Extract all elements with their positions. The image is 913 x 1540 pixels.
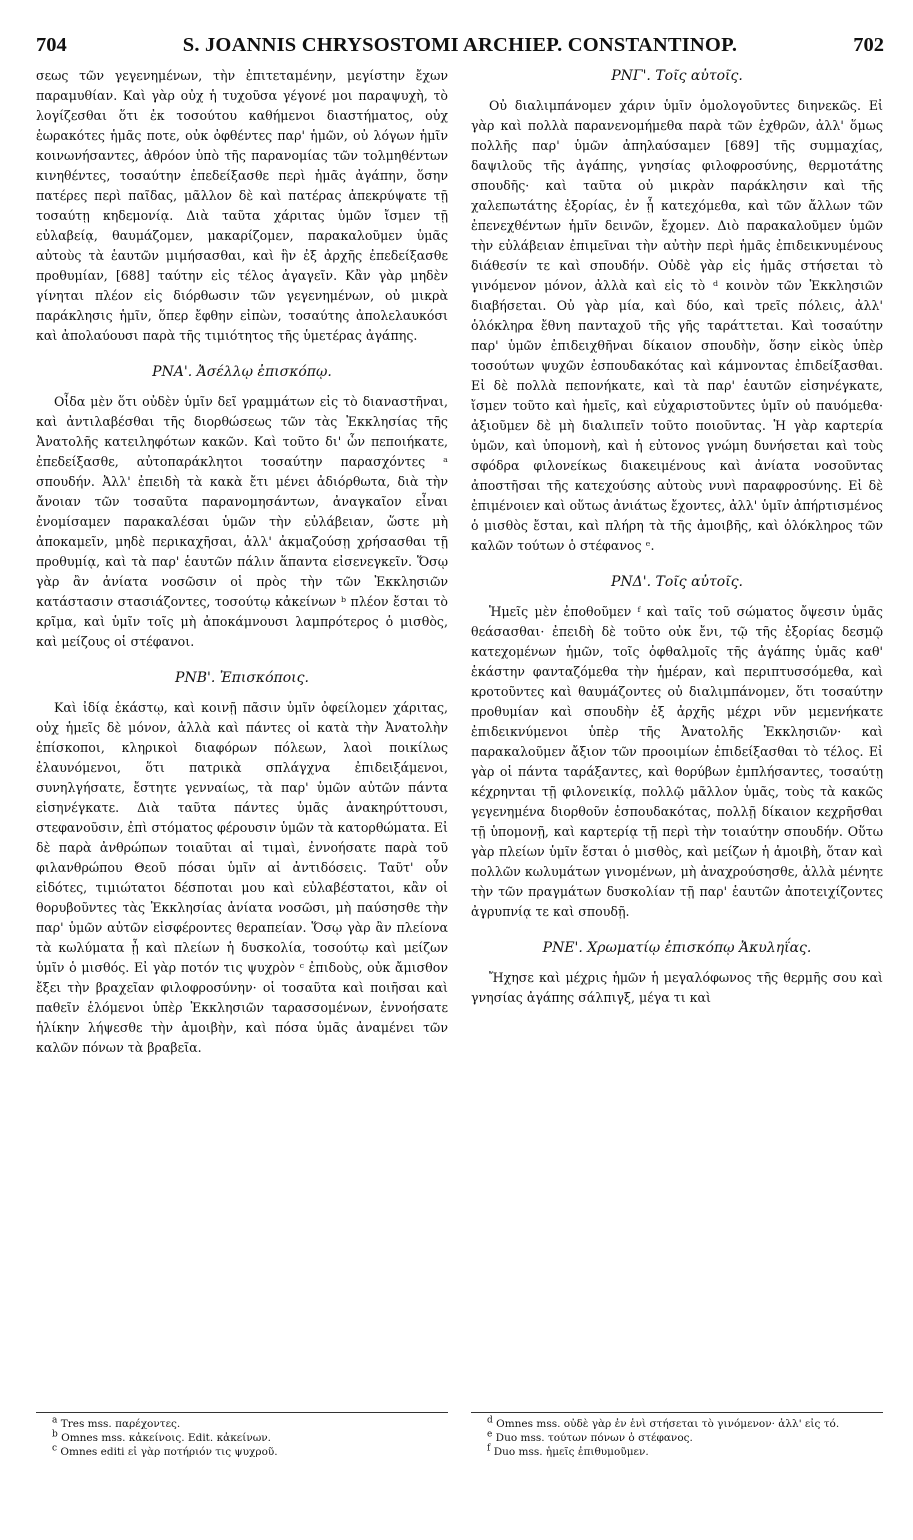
footnote-text: Omnes editi εἰ γὰρ ποτήριόν τις ψυχροῦ. xyxy=(60,1446,278,1458)
footnote-text: Duo mss. τούτων πόνων ὁ στέφανος. xyxy=(495,1432,693,1444)
footnote-mark: a xyxy=(52,1415,58,1426)
footnote-mark: c xyxy=(52,1443,58,1454)
footnote-text: Duo mss. ἡμεῖς ἐπιθυμοῦμεν. xyxy=(493,1446,649,1458)
footnote xyxy=(36,1417,448,1431)
paragraph: Ἤχησε καὶ μέχρις ἡμῶν ἡ μεγαλόφωνος τῆς θερμῆς σου καὶ γνησίας ἀγάπης σάλπιγξ, μέγα τι καὶ xyxy=(471,970,883,1005)
paragraph: Καὶ ἰδίᾳ ἑκάστῳ, καὶ κοινῇ πᾶσιν ὑμῖν ὀφείλομεν χάριτας, οὐχ ἡμεῖς δὲ μόνον, ἀλλὰ καὶ πάντες οἱ κατὰ τὴν Ἀνατολὴν ἐπίσκοποι, κληρικοὶ διαφόρων πόλεων, λαοὶ ποικίλως ἐλαυνόμενοι, ὅτι πατρικὰ σπλάγχνα ἐπιδειξάμενοι, συνηλγήσατε, ἔστητε γενναίως, τὰ παρ' ὑμῶν αὐτῶν πάντα εἰσηνέγκατε. Διὰ ταῦτα πάντες ὑμᾶς ἀνακηρύττουσι, στεφανοῦσιν, ἐπὶ στόματος φέρουσιν ὑμῶν τὰ κατορθώματα. Εἰ δὲ παρὰ ἀνθρώπων τοιαῦται αἱ τιμαὶ, ἐννοήσατε παρὰ τοῦ φιλανθρώπου Θεοῦ πόσαι ὑμῖν αἱ ἀντιδόσεις. Ταῦτ' οὖν εἰδότες, τιμιώτατοι δέσποται μου καὶ εὐλαβέστατοι, κἂν οἱ θορυβοῦντες τὰς Ἐκκλησίας ἀνίατα νοσῶσι, μὴ παύσησθε τὴν παρ' ὑμῶν αὐτῶν εἰσφέροντες θεραπείαν. Ὅσῳ γὰρ ἂν πλείονα τὰ κωλύματα ᾖ καὶ πλείων ἡ δυσκολία, τοσούτῳ καὶ μείζων ὑμῖν ὁ μισθός. Εἰ γὰρ ποτόν τις ψυχρὸν ᶜ ἐπιδοὺς, οὐκ ἄμισθον ἔξει τὴν βραχεῖαν φιλοφροσύνην· οἱ τοσαῦτα καὶ ποιῆσαι καὶ παθεῖν ἑλόμενοι ὑπὲρ Ἐκκλησιῶν ταρασσομένων, ἐννοήσατε ἡλίκην λήψεσθε τὴν ἀμοιβὴν, καὶ πόσα ὑμᾶς ἀναμένει τῶν καλῶν πόνων τὰ βραβεῖα. xyxy=(36,700,448,1055)
footnotes-left xyxy=(36,1412,448,1459)
letter-heading: ΡΝΕ'. Χρωματίῳ ἐπισκόπῳ Ἀκυληΐας. xyxy=(542,940,812,956)
footnote-mark: d xyxy=(487,1415,493,1426)
footnote xyxy=(471,1417,883,1431)
running-title: S. JOANNIS CHRYSOSTOMI ARCHIEP. CONSTANTINOP. xyxy=(182,34,738,56)
page-number-right: 702 xyxy=(853,34,884,56)
page-number-left: 704 xyxy=(36,34,67,56)
letter-heading: ΡΝΑ'. Ἀσέλλῳ ἐπισκόπῳ. xyxy=(152,364,332,380)
letter-heading: ΡΝΒ'. Ἐπισκόποις. xyxy=(175,670,309,686)
right-column xyxy=(471,66,883,1008)
page-header xyxy=(36,34,884,58)
left-column xyxy=(36,66,448,1058)
paragraph: Ἡμεῖς μὲν ἐποθοῦμεν ᶠ καὶ ταῖς τοῦ σώματος ὄψεσιν ὑμᾶς θεάσασθαι· ἐπειδὴ δὲ τοῦτο οὐκ ἔνι, τῷ τῆς ἐξορίας δεσμῷ κατεχομένων ἡμῶν, τοῖς ὀφθαλμοῖς τῆς ἀγάπης ὑμᾶς καθ' ἑκάστην φανταζόμεθα τὴν ἡμέραν, καὶ περιπτυσσόμεθα, καὶ κροτοῦντες καὶ θαυμάζοντες οὐ διαλιμπάνομεν, ὅτι τοσαύτην προθυμίαν καὶ σπουδὴν ἐξ ἀρχῆς μέχρι νῦν μεμενήκατε ἐπιδεικνύμενοι ὑπὲρ τῆς Ἀνατολῆς Ἐκκλησιῶν· καὶ παρακαλοῦμεν ἄξιον τῶν προοιμίων ἐπιδείξασθαι τὸ τέλος. Εἰ γὰρ οἱ πάντα ταράξαντες, καὶ θορύβων ἐμπλήσαντες, τοσαύτῃ κέχρηνται τῇ φιλονεικίᾳ, πολλῷ μᾶλλον ὑμᾶς, τοὺς τὰ κακῶς γεγενημένα διορθοῦν ἐσπουδακότας, πολλῇ δίκαιον κεχρῆσθαι τῇ ὑπομονῇ, καὶ καρτερίᾳ τῇ περὶ τὴν τοιαύτην σπουδήν. Οὕτω γὰρ πλείων ὑμῖν ἔσται ὁ μισθὸς, καὶ μείζων ἡ ἀμοιβὴ, ὅταν καὶ πολλῶν κωλυμάτων γινομένων, μὴ ἀναχρούσησθε, ἀλλὰ μένητε τὴν τῶν πραγμάτων δυσκολίαν τῇ παρ' ἑαυτῶν ἀποτειχίζοντες ἀγρυπνίᾳ τε καὶ σπουδῇ. xyxy=(471,604,883,919)
letter-heading: ΡΝΓ'. Τοῖς αὐτοῖς. xyxy=(611,68,743,84)
footnote xyxy=(36,1445,448,1459)
letter-heading: ΡΝΔ'. Τοῖς αὐτοῖς. xyxy=(611,574,743,590)
footnote-mark: f xyxy=(487,1443,491,1454)
footnote xyxy=(471,1445,883,1459)
footnote-text: Omnes mss. οὐδὲ γὰρ ἐν ἑνὶ στήσεται τὸ γινόμενον· ἀλλ' εἰς τό. xyxy=(496,1418,840,1430)
footnote-mark: e xyxy=(487,1429,493,1440)
footnote xyxy=(471,1431,883,1445)
footnote-text: Omnes mss. κἀκείνοις. Edit. κἀκείνων. xyxy=(61,1432,272,1444)
paragraph: Οἶδα μὲν ὅτι οὐδὲν ὑμῖν δεῖ γραμμάτων εἰς τὸ διαναστῆναι, καὶ ἀντιλαβέσθαι τῆς διορθώσεως τῶν τὰς Ἐκκλησίας τῆς Ἀνατολῆς κατειληφότων κακῶν. Καὶ τοῦτο δι' ὧν πεποιήκατε, ἐπεδείξασθε, αὐτοπαράκλητοι τοσαύτην παρασχόντες ᵃ σπουδήν. Ἀλλ' ἐπειδὴ τὰ κακὰ ἔτι μένει ἀδιόρθωτα, διὰ τὴν ἄνοιαν τῶν τοσαῦτα παρανομησάντων, ἀναγκαῖον εἶναι ἐνομίσαμεν παρακαλέσαι ὑμῶν τὴν εὐλάβειαν, ὥστε μὴ ἀποκαμεῖν, μηδὲ περικαχῆσαι, ἀλλ' ἀκμαζούσῃ χρήσασθαι τῇ προθυμίᾳ, καὶ τὰ παρ' ἑαυτῶν πάλιν ἅπαντα εἰσενεγκεῖν. Ὅσῳ γὰρ ἂν ἀνίατα νοσῶσιν οἱ πρὸς τὴν τῶν Ἐκκλησιῶν κατάστασιν στασιάζοντες, τοσούτῳ κἀκείνων ᵇ πλέον ἔσται τὸ κρῖμα, καὶ ὑμῖν τοῖς μὴ ἀποκάμνουσι λαμπρότερος ὁ μισθὸς, καὶ μείζους οἱ στέφανοι. xyxy=(36,394,448,649)
paragraph: σεως τῶν γεγενημένων, τὴν ἐπιτεταμένην, μεγίστην ἔχων παραμυθίαν. Καὶ γὰρ οὐχ ἡ τυχοῦσα γέγονέ μοι παραψυχὴ, τὸ λογίζεσθαι ὅτι ἐκ τοσούτου καθήμενοι διαστήματος, οὐχ ἑωρακότες ἡμᾶς ποτε, οὐκ ὀφθέντες παρ' ἡμῶν, οὐ λόγων ἡμῖν κοινωνήσαντες, ἀθρόον ὑπὸ τῆς παρανομίας τῶν τολμηθέντων κινηθέντες, τοσαύτην ἐπεδείξασθε περὶ ἡμᾶς ἀγάπην, ὅσην πατέρες περὶ παῖδας, μᾶλλον δὲ καὶ πατέρας ἀπεκρύψατε τῇ τοσαύτῃ κηδεμονίᾳ. Διὰ ταῦτα χάριτας ὑμῶν ἴσμεν τῇ εὐλαβείᾳ, θαυμάζομεν, μακαρίζομεν, παρακαλοῦμεν ὑμᾶς αὐτοὺς τὰ ἑαυτῶν μιμήσασθαι, καὶ ἣν ἐξ ἀρχῆς ἐπεδείξασθε προθυμίαν, [688] ταύτην εἰς τέλος ἀγαγεῖν. Κἂν γὰρ μηδὲν γίνηται πλέον εἰς διόρθωσιν τῶν γεγενημένων, οὐ μικρὰ παράκλησις ἡμῖν, ὅπερ ἔφθην εἰπὼν, τοσαύτης ἀπολελαυκόσι καὶ ἀπολαύουσι παρὰ τῆς τιμιότητος τῆς ὑμετέρας ἀγάπης. xyxy=(36,68,448,343)
footnote-text: Tres mss. παρέχοντες. xyxy=(60,1418,181,1430)
footnotes-right xyxy=(471,1412,883,1459)
footnote-mark: b xyxy=(52,1429,58,1440)
paragraph: Οὐ διαλιμπάνομεν χάριν ὑμῖν ὁμολογοῦντες διηνεκῶς. Εἰ γὰρ καὶ πολλὰ παρανενομήμεθα παρὰ τῶν ἐχθρῶν, ἀλλ' ὅμως πολλῆς παρ' ὑμῶν ἀπηλαύσαμεν [689] τῆς συμμαχίας, δαψιλοῦς τῆς ἀγάπης, γνησίας φιλοφροσύνης, θερμοτάτης σπουδῆς· καὶ ταῦτα οὐ μικρὰν παράκλησιν καὶ τῆς χαλεπωτάτης ἐξορίας, ἐν ᾗ κατεχόμεθα, καὶ τῶν ἄλλων τῶν ἐπενεχθέντων ἡμῖν δεινῶν, ἔχομεν. Διὸ παρακαλοῦμεν ὑμῶν τὴν εὐλάβειαν ἐπιμεῖναι τὴν αὐτὴν περὶ ἡμᾶς ἐπιδεικνυμένους διάθεσίν τε καὶ σπουδήν. Οὐδὲ γὰρ εἰς ἡμᾶς στήσεται τὸ γινόμενον μόνον, ἀλλὰ καὶ εἰς τὸ ᵈ κοινὸν τῶν Ἐκκλησιῶν διαβήσεται. Οὐ γὰρ μία, καὶ δύο, καὶ τρεῖς πόλεις, ἀλλ' ὁλόκληρα ἔθνη πανταχοῦ τῆς γῆς ταράττεται. Καὶ τοσαύτην παρ' ὑμῶν ἐπιδειχθῆναι δίκαιον σπουδὴν, ὅσην εἰκὸς ὑπὲρ τοσούτων ψυχῶν ἐσπουδακότας καὶ κάμνοντας ἐπιδείξασθαι. Εἰ δὲ πολλὰ πεπονήκατε, καὶ τὰ παρ' ἑαυτῶν εἰσηνέγκατε, ἴσμεν τοῦτο καὶ ἡμεῖς, καὶ εὐχαριστοῦντες ὑμῖν οὐ παυόμεθα· ἀξιοῦμεν δὲ μὴ διαλιπεῖν τοῦτο ποιοῦντας. Ἡ γὰρ καρτερία ὑμῶν, καὶ ὑπομονὴ, καὶ ἡ εὐτονος γνώμη δυνήσεται καὶ τοὺς σφόδρα φιλονείκως διακειμένους καὶ ἀνίατα νοσοῦντας ἀποστῆσαι τῆς κατεχούσης αὐτοὺς νυνὶ παραφροσύνης. Εἰ δὲ ἐπιμένοιεν καὶ οὕτως ἀνιάτως ἔχοντες, ἀλλ' ὑμῖν ἀπήρτισμένος ὁ μισθὸς ἔσται, καὶ πλήρη τὰ τῆς ἀμοιβῆς, καὶ ὁλόκληρος τῶν καλῶν τούτων ὁ στέφανος ᵉ. xyxy=(471,98,883,553)
footnote xyxy=(36,1431,448,1445)
